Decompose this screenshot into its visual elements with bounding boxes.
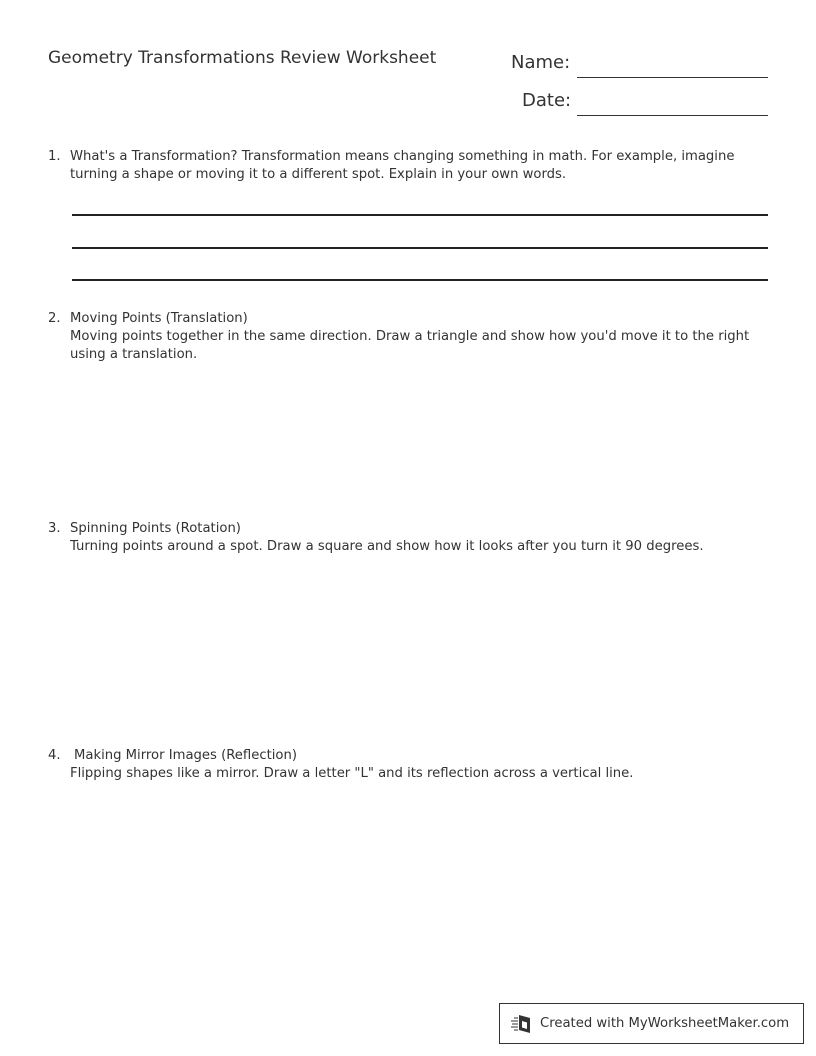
question-number: 1. bbox=[48, 149, 61, 164]
question-text-line: Turning points around a spot. Draw a square and show how it looks after you turn it 90 degrees. bbox=[70, 539, 704, 554]
question-title: Spinning Points (Rotation) bbox=[70, 521, 241, 536]
question-2 bbox=[48, 310, 760, 364]
question-title: Making Mirror Images (Reflection) bbox=[74, 748, 297, 763]
question-text-line: using a translation. bbox=[70, 347, 198, 362]
question-number: 4. bbox=[48, 748, 61, 763]
footer-text: Created with MyWorksheetMaker.com bbox=[540, 1016, 790, 1031]
question-1 bbox=[48, 148, 760, 184]
question-4 bbox=[48, 747, 760, 783]
question-title: Moving Points (Translation) bbox=[70, 311, 248, 326]
question-text-line: Flipping shapes like a mirror. Draw a letter "L" and its reflection across a vertical line. bbox=[70, 766, 634, 781]
question-3 bbox=[48, 520, 760, 556]
name-field-line[interactable] bbox=[577, 77, 768, 78]
footer-credit[interactable] bbox=[499, 1003, 804, 1044]
worksheet-title: Geometry Transformations Review Worksheet bbox=[48, 48, 437, 68]
question-text-line: What's a Transformation? Transformation means changing something in math. For example, imagine bbox=[70, 149, 735, 164]
question-number: 3. bbox=[48, 521, 61, 536]
question-text-line: turning a shape or moving it to a different spot. Explain in your own words. bbox=[70, 167, 567, 182]
answer-line[interactable] bbox=[72, 279, 768, 281]
question-number: 2. bbox=[48, 311, 61, 326]
worksheet-maker-logo-icon bbox=[510, 1013, 532, 1035]
date-label: Date: bbox=[522, 90, 572, 111]
answer-line[interactable] bbox=[72, 247, 768, 249]
name-label: Name: bbox=[511, 52, 571, 73]
answer-line[interactable] bbox=[72, 214, 768, 216]
question-text-line: Moving points together in the same direction. Draw a triangle and show how you'd move it to the right bbox=[70, 329, 750, 344]
date-field-line[interactable] bbox=[577, 115, 768, 116]
